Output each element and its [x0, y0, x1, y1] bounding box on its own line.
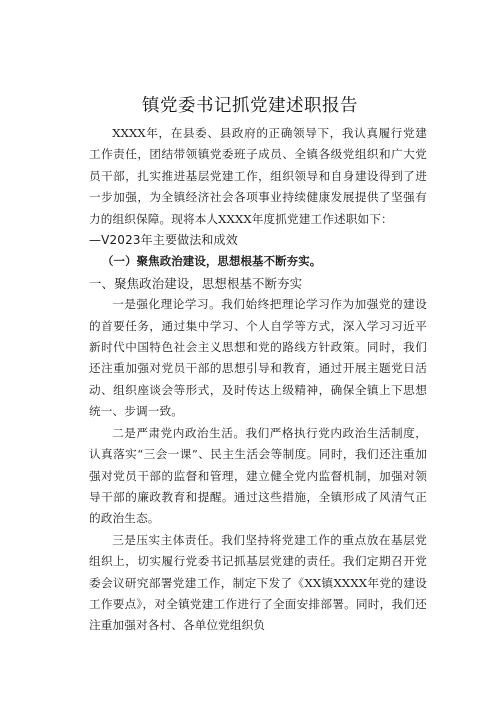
section-heading: 一、聚焦政治建设，思想根基不断夯实	[89, 275, 303, 291]
paragraph-political-life: 二是严肃党内政治生活。我们严格执行党内政治生活制度，认真落实“三会一课”、民主生活会等制度。同时，我们还注重加强对党员干部的监督和管理，建立健全党内监督机制，加强对领导干部的廉政教育和提醒。通过这些措施，全镇形成了风清气正的政治生态。	[89, 425, 427, 526]
main-heading: —V2023年主要做法和成效	[89, 233, 238, 248]
paragraph-theory-study: 一是强化理论学习。我们始终把理论学习作为加强党的建设的首要任务，通过集中学习、个人自学等方式，深入学习习近平新时代中国特色社会主义思想和党的路线方针政策。同时，我们还注重加强对党员干部的思想引导和教育，通过开展主题党日活动、组织座谈会等形式，及时传达上级精神，确保全镇上下思想统一、步调一致。	[89, 297, 427, 419]
sub-heading: （一）聚焦政治建设，思想根基不断夯实。	[102, 254, 322, 269]
document-body	[89, 123, 427, 637]
document-title: 镇党委书记抓党建述职报告	[142, 96, 358, 116]
intro-paragraph: XXXX年，在县委、县政府的正确领导下，我认真履行党建工作责任，团结带领镇党委班子成员、全镇各级党组织和广大党员干部，扎实推进基层党建工作，组织领导和自身建设得到了进一步加强，为全镇经济社会各项事业持续健康发展提供了坚强有力的组织保障。现将本人XXXX年度抓党建工作述职如下：	[89, 126, 427, 226]
paragraph-main-responsibility: 三是压实主体责任。我们坚持将党建工作的重点放在基层党组织上，切实履行党委书记抓基层党建的责任。我们定期召开党委会议研究部署党建工作，制定下发了《XX镇XXXX年党的建设工作要点》，对全镇党建工作进行了全面安排部署。同时，我们还注重加强对各村、各单位党组织负	[89, 532, 427, 633]
